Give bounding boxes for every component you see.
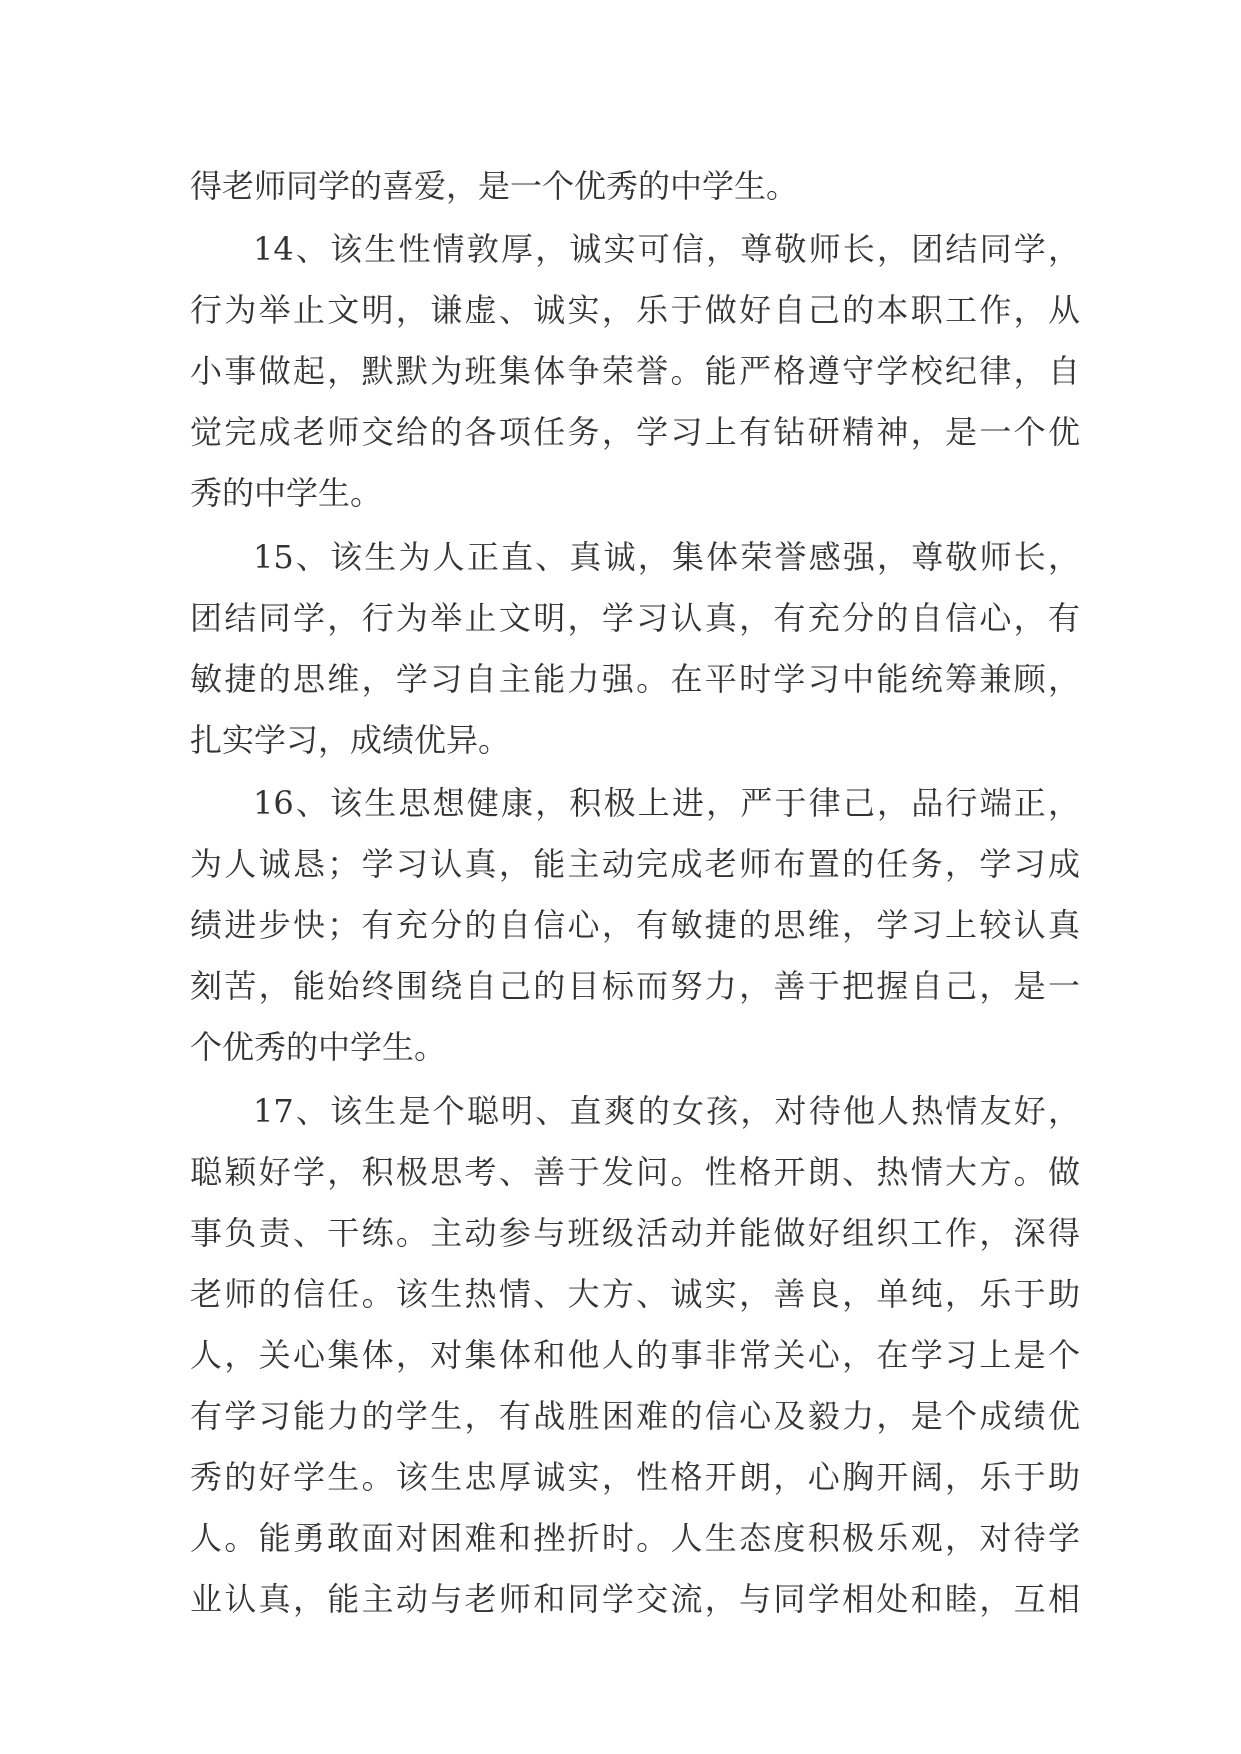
text-line: 敏捷的思维，学习自主能力强。在平时学习中能统筹兼顾， [190,660,1080,698]
paragraph-15-first-line: 15、该生为人正直、真诚，集体荣誉感强，尊敬师长， [253,538,1080,576]
text-line: 为人诚恳；学习认真，能主动完成老师布置的任务，学习成 [190,845,1080,883]
text-line: 绩进步快；有充分的自信心，有敏捷的思维，学习上较认真 [190,906,1080,944]
text-line: 觉完成老师交给的各项任务，学习上有钻研精神，是一个优 [190,413,1080,451]
text-line: 秀的中学生。 [190,474,383,512]
paragraph-17-first-line: 17、该生是个聪明、直爽的女孩，对待他人热情友好， [253,1092,1080,1130]
text-line: 聪颖好学，积极思考、善于发问。性格开朗、热情大方。做 [190,1153,1080,1191]
text-line: 刻苦，能始终围绕自己的目标而努力，善于把握自己，是一 [190,967,1080,1005]
text-line: 得老师同学的喜爱，是一个优秀的中学生。 [190,167,799,205]
text-line: 人，关心集体，对集体和他人的事非常关心，在学习上是个 [190,1336,1080,1374]
text-line: 行为举止文明，谦虚、诚实，乐于做好自己的本职工作，从 [190,291,1080,329]
text-line: 老师的信任。该生热情、大方、诚实，善良，单纯，乐于助 [190,1275,1080,1313]
text-line: 事负责、干练。主动参与班级活动并能做好组织工作，深得 [190,1214,1080,1252]
text-line: 个优秀的中学生。 [190,1028,447,1066]
text-line: 有学习能力的学生，有战胜困难的信心及毅力，是个成绩优 [190,1397,1080,1435]
text-line: 秀的好学生。该生忠厚诚实，性格开朗，心胸开阔，乐于助 [190,1458,1080,1496]
paragraph-14-first-line: 14、该生性情敦厚，诚实可信，尊敬师长，团结同学， [253,230,1080,268]
text-line: 业认真，能主动与老师和同学交流，与同学相处和睦，互相 [190,1580,1080,1618]
text-line: 人。能勇敢面对困难和挫折时。人生态度积极乐观，对待学 [190,1519,1080,1557]
text-line: 团结同学，行为举止文明，学习认真，有充分的自信心，有 [190,599,1080,637]
text-line: 小事做起，默默为班集体争荣誉。能严格遵守学校纪律，自 [190,352,1080,390]
paragraph-16-first-line: 16、该生思想健康，积极上进，严于律己，品行端正， [253,784,1080,822]
text-line: 扎实学习，成绩优异。 [190,721,511,759]
